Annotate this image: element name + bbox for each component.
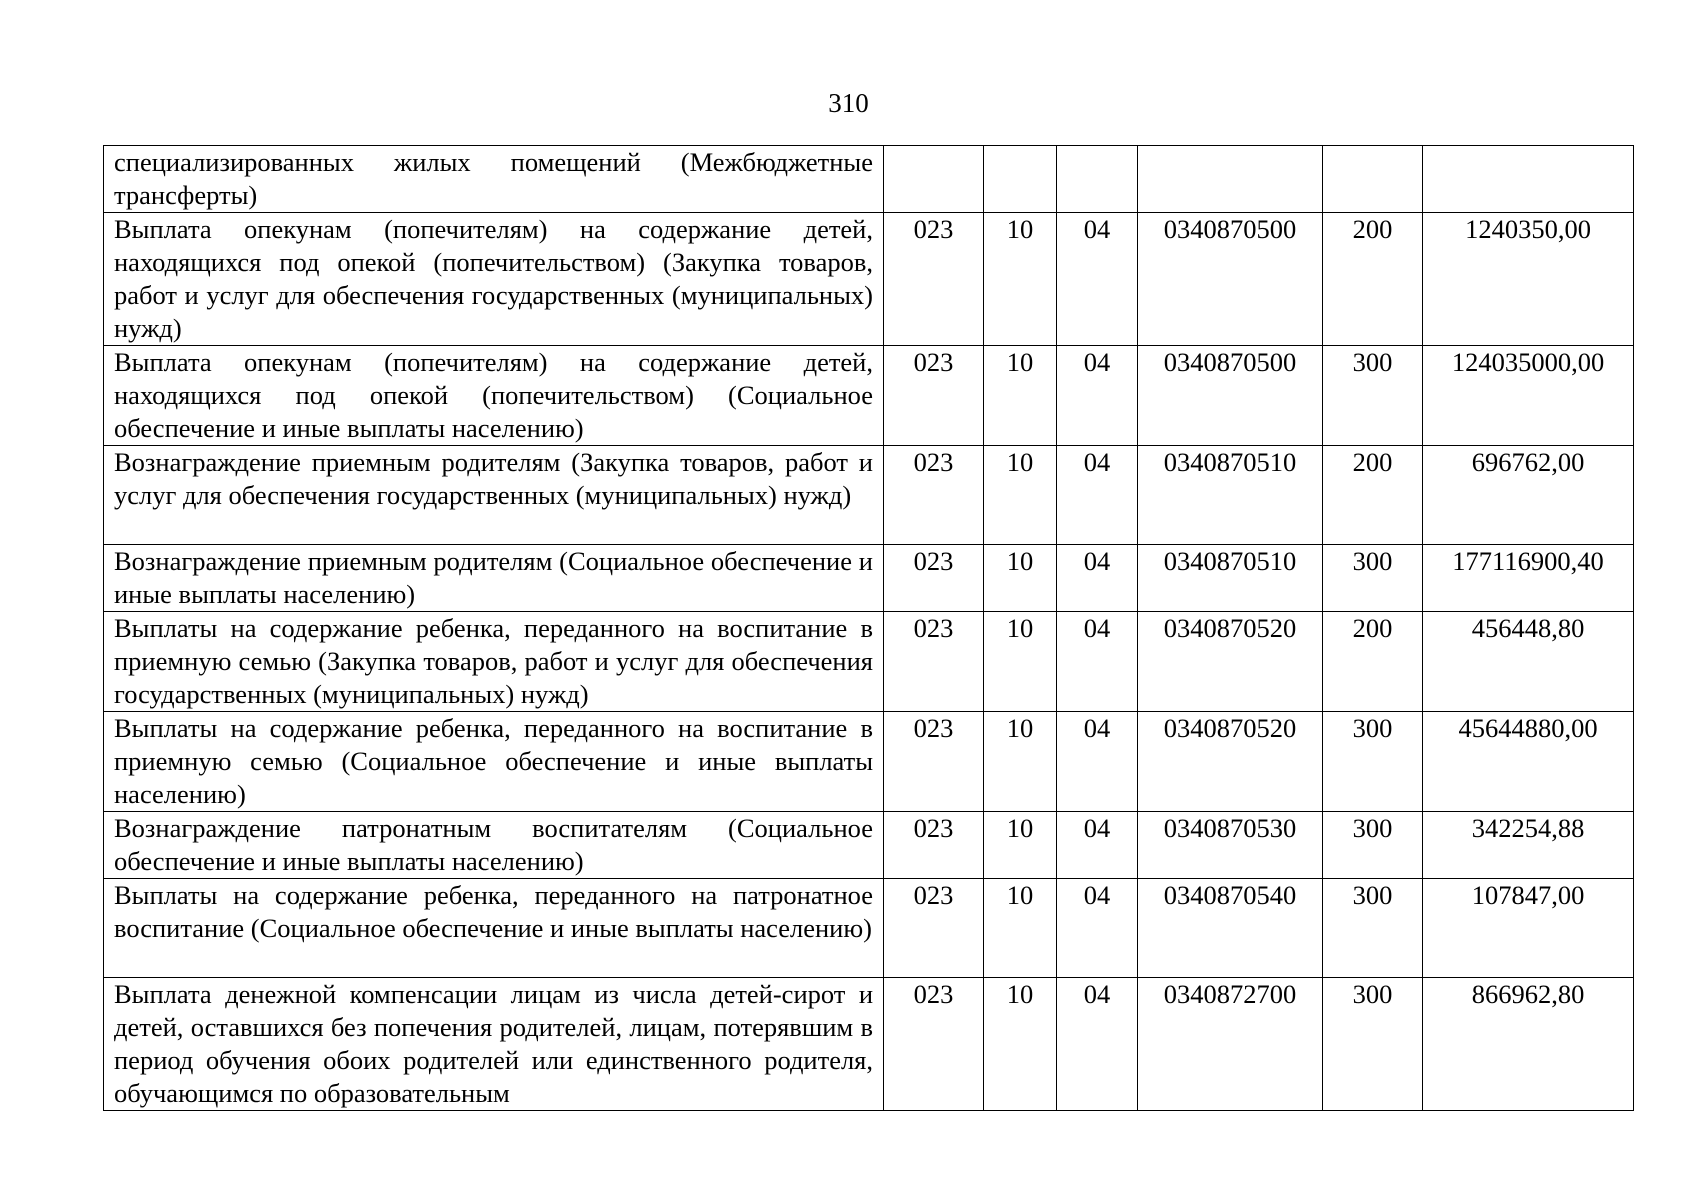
amount-value: 866962,80 <box>1423 978 1634 1111</box>
row-description: Вознаграждение патронатным воспитателям (Социальное обеспечение и иные выплаты населению) <box>104 812 884 879</box>
subsection-code: 04 <box>1057 545 1138 612</box>
table-row <box>104 712 1634 812</box>
amount-value: 342254,88 <box>1423 812 1634 879</box>
amount-value: 456448,80 <box>1423 612 1634 712</box>
expense-type-code: 300 <box>1323 545 1423 612</box>
table-row <box>104 346 1634 446</box>
table-row <box>104 879 1634 978</box>
row-description: Выплата опекунам (попечителям) на содержание детей, находящихся под опекой (попечительством) (Закупка товаров, работ и услуг для обеспечения государственных (муниципальных) нужд) <box>104 213 884 346</box>
table-row <box>104 446 1634 545</box>
amount-value <box>1423 146 1634 213</box>
section-code: 10 <box>984 213 1057 346</box>
row-description: Вознаграждение приемным родителям (Закупка товаров, работ и услуг для обеспечения государственных (муниципальных) нужд) <box>104 446 884 545</box>
table-body <box>104 146 1634 1111</box>
section-code: 10 <box>984 545 1057 612</box>
amount-value: 696762,00 <box>1423 446 1634 545</box>
table-row <box>104 978 1634 1111</box>
row-description: Выплаты на содержание ребенка, переданного на воспитание в приемную семью (Социальное обеспечение и иные выплаты населению) <box>104 712 884 812</box>
subsection-code: 04 <box>1057 712 1138 812</box>
ministry-code: 023 <box>884 812 984 879</box>
subsection-code: 04 <box>1057 879 1138 978</box>
section-code: 10 <box>984 712 1057 812</box>
amount-value: 124035000,00 <box>1423 346 1634 446</box>
expense-type-code: 200 <box>1323 213 1423 346</box>
ministry-code: 023 <box>884 879 984 978</box>
expense-type-code: 200 <box>1323 446 1423 545</box>
expense-type-code: 200 <box>1323 612 1423 712</box>
row-description: Выплаты на содержание ребенка, переданного на воспитание в приемную семью (Закупка товаров, работ и услуг для обеспечения государственных (муниципальных) нужд) <box>104 612 884 712</box>
amount-value: 45644880,00 <box>1423 712 1634 812</box>
expense-type-code <box>1323 146 1423 213</box>
target-article-code: 0340870500 <box>1138 346 1323 446</box>
section-code: 10 <box>984 812 1057 879</box>
row-description: специализированных жилых помещений (Межбюджетные трансферты) <box>104 146 884 213</box>
expense-type-code: 300 <box>1323 346 1423 446</box>
ministry-code: 023 <box>884 612 984 712</box>
target-article-code <box>1138 146 1323 213</box>
target-article-code: 0340870540 <box>1138 879 1323 978</box>
subsection-code: 04 <box>1057 812 1138 879</box>
subsection-code: 04 <box>1057 978 1138 1111</box>
ministry-code: 023 <box>884 346 984 446</box>
row-description: Выплата денежной компенсации лицам из числа детей-сирот и детей, оставшихся без попечения родителей, лицам, потерявшим в период обучения обоих родителей или единственного родителя, обучающимся по образовательным <box>104 978 884 1111</box>
row-description: Выплата опекунам (попечителям) на содержание детей, находящихся под опекой (попечительством) (Социальное обеспечение и иные выплаты населению) <box>104 346 884 446</box>
section-code: 10 <box>984 978 1057 1111</box>
expense-type-code: 300 <box>1323 812 1423 879</box>
table-row <box>104 146 1634 213</box>
target-article-code: 0340870520 <box>1138 612 1323 712</box>
expense-type-code: 300 <box>1323 879 1423 978</box>
table-row <box>104 612 1634 712</box>
section-code: 10 <box>984 612 1057 712</box>
subsection-code: 04 <box>1057 213 1138 346</box>
amount-value: 177116900,40 <box>1423 545 1634 612</box>
subsection-code: 04 <box>1057 446 1138 545</box>
section-code: 10 <box>984 346 1057 446</box>
table-row <box>104 812 1634 879</box>
target-article-code: 0340870500 <box>1138 213 1323 346</box>
target-article-code: 0340870510 <box>1138 545 1323 612</box>
ministry-code <box>884 146 984 213</box>
amount-value: 1240350,00 <box>1423 213 1634 346</box>
target-article-code: 0340870530 <box>1138 812 1323 879</box>
table-row <box>104 545 1634 612</box>
section-code: 10 <box>984 879 1057 978</box>
ministry-code: 023 <box>884 712 984 812</box>
target-article-code: 0340872700 <box>1138 978 1323 1111</box>
ministry-code: 023 <box>884 446 984 545</box>
budget-table <box>103 145 1634 1111</box>
subsection-code: 04 <box>1057 612 1138 712</box>
expense-type-code: 300 <box>1323 712 1423 812</box>
section-code: 10 <box>984 446 1057 545</box>
target-article-code: 0340870510 <box>1138 446 1323 545</box>
subsection-code: 04 <box>1057 346 1138 446</box>
ministry-code: 023 <box>884 213 984 346</box>
target-article-code: 0340870520 <box>1138 712 1323 812</box>
section-code <box>984 146 1057 213</box>
page-number: 310 <box>828 88 869 118</box>
subsection-code <box>1057 146 1138 213</box>
ministry-code: 023 <box>884 978 984 1111</box>
row-description: Вознаграждение приемным родителям (Социальное обеспечение и иные выплаты населению) <box>104 545 884 612</box>
table-row <box>104 213 1634 346</box>
amount-value: 107847,00 <box>1423 879 1634 978</box>
row-description: Выплаты на содержание ребенка, переданного на патронатное воспитание (Социальное обеспечение и иные выплаты населению) <box>104 879 884 978</box>
expense-type-code: 300 <box>1323 978 1423 1111</box>
ministry-code: 023 <box>884 545 984 612</box>
